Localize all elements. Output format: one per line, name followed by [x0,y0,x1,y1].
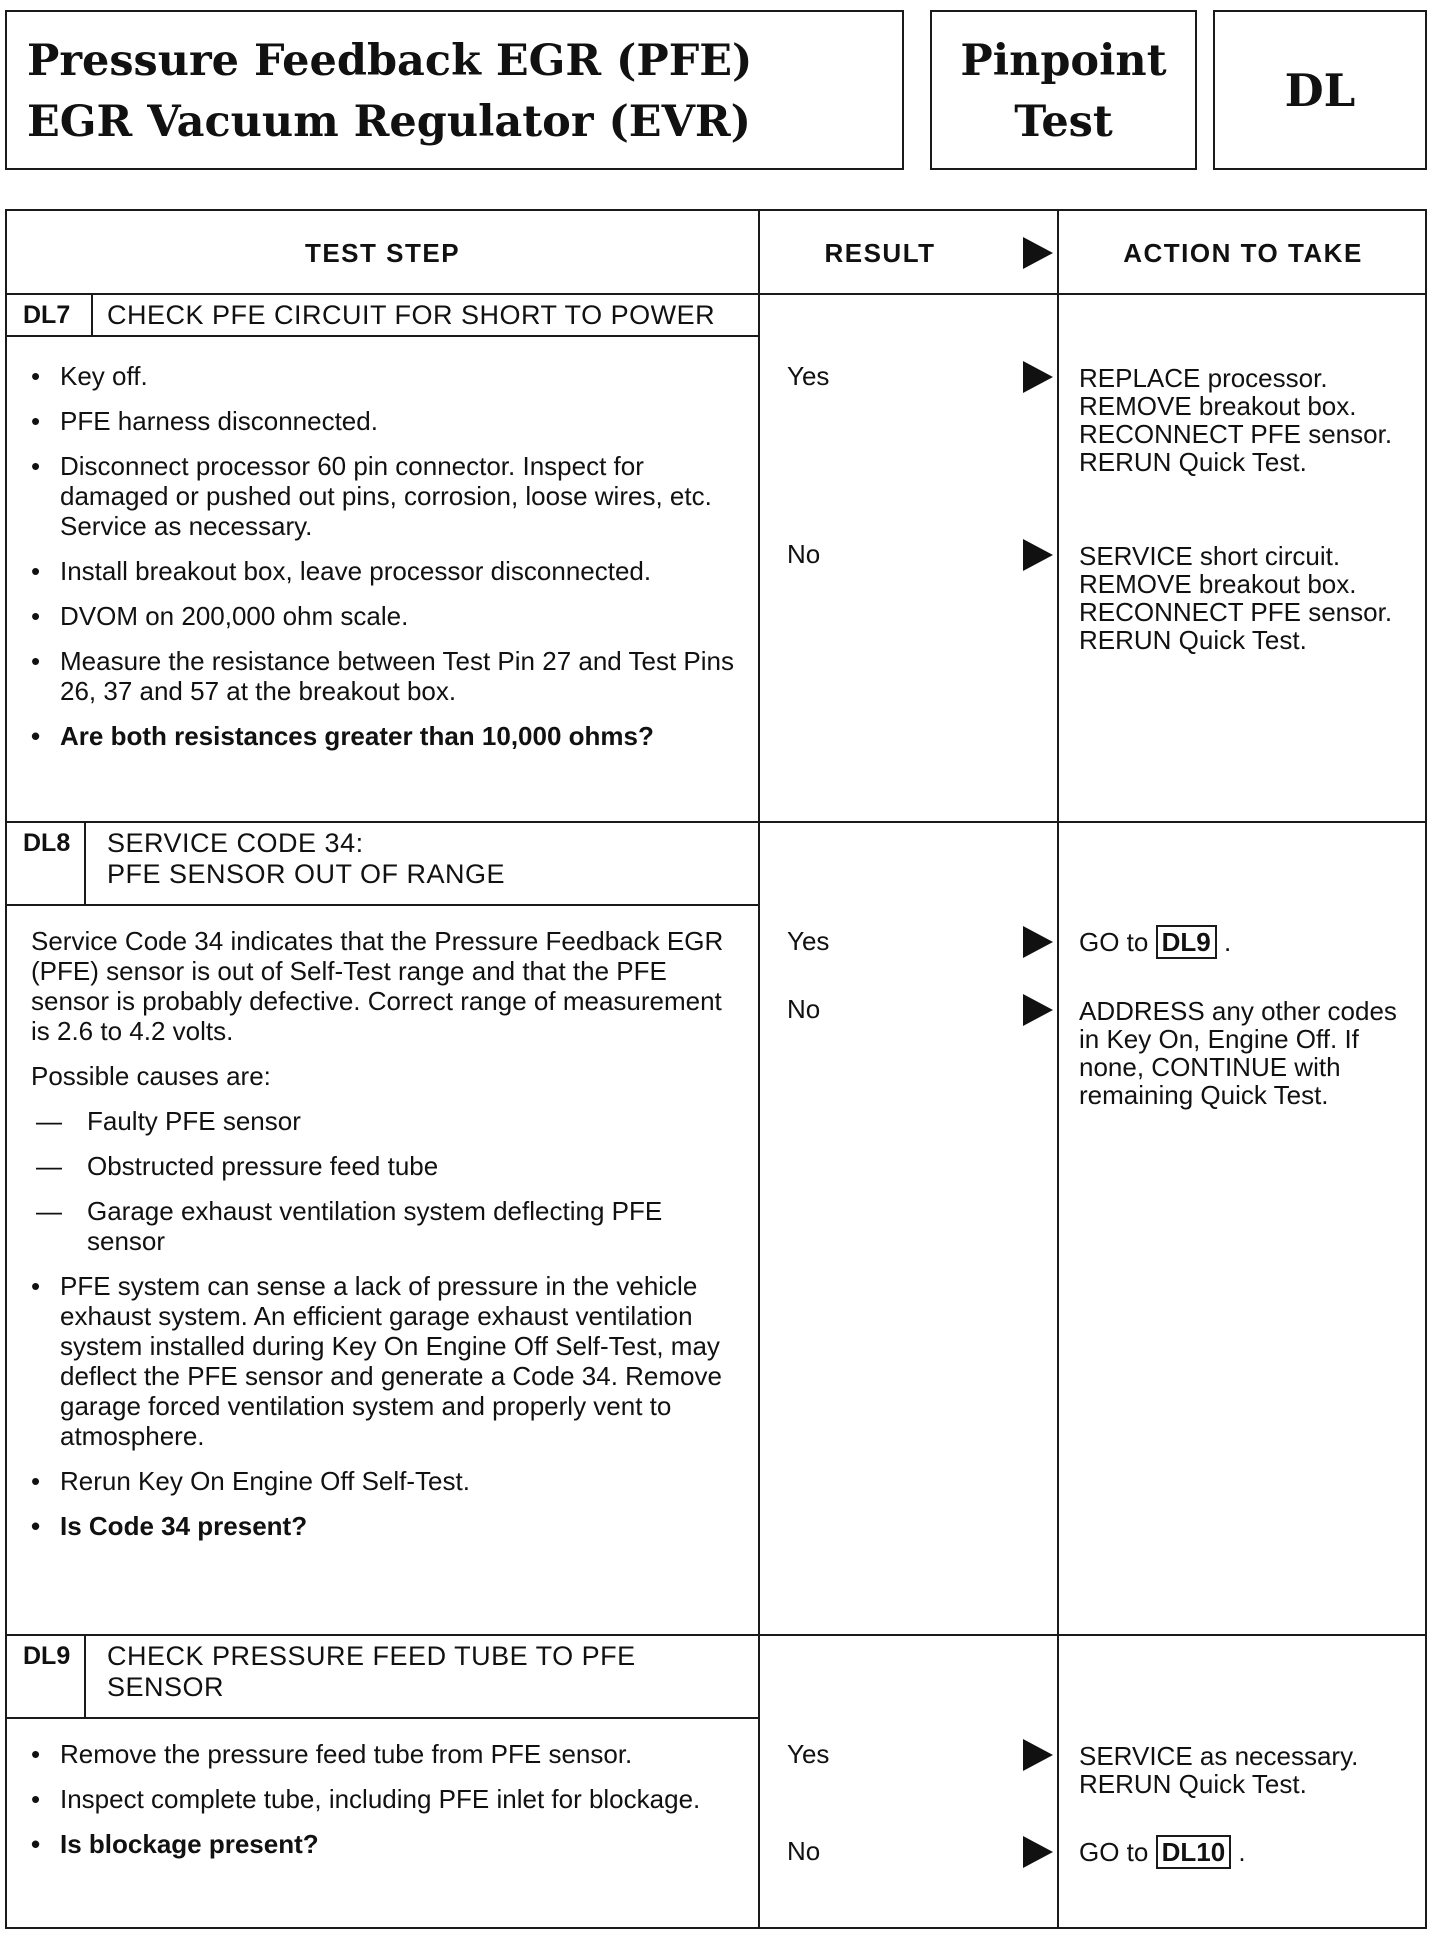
list-item: — Garage exhaust ventilation system deflecting PFE sensor [31,1196,736,1256]
action-yes: REPLACE processor. REMOVE breakout box. RECONNECT PFE sensor. RERUN Quick Test. [1079,363,1393,477]
step-description: Service Code 34 indicates that the Pressure Feedback EGR (PFE) sensor is out of Self-Test range and that the PFE sensor is probably defective. Correct range of measurement is 2.6 to 4.2 volts. [31,926,724,1046]
step-title [107,823,747,890]
step-question: • Are both resistances greater than 10,000 ohms? [31,721,736,751]
pinpoint-label: Pinpoint [960,36,1167,86]
column-header-result: RESULT [824,237,936,268]
pinpoint-table [5,209,1427,1929]
step-title: CHECK PRESSURE FEED TUBE TO PFE SENSOR [107,1641,636,1702]
column-header-test-step: TEST STEP [304,237,461,268]
step-question: • Is Code 34 present? [31,1511,736,1541]
action-text: . [1238,1837,1246,1867]
arrow-right-icon [1023,1836,1053,1868]
result-yes: Yes [787,1739,830,1769]
step-header-dl7 [7,295,760,337]
test-code: DL [1284,63,1356,117]
arrow-right-icon [1023,1739,1053,1771]
list-item: • Install breakout box, leave processor disconnected. [31,556,736,586]
step-title-line2: PFE SENSOR OUT OF RANGE [107,859,506,889]
page-title-line1: Pressure Feedback EGR (PFE) [27,36,753,86]
action-text: GO to [1079,1837,1149,1867]
step-body-dl9 [31,1739,736,1874]
step-reference-dl9[interactable]: DL9 [1156,925,1217,959]
column-header-action: ACTION TO TAKE [1123,237,1363,268]
action-no [1079,1838,1424,1866]
step-header-dl8 [7,823,760,906]
list-item: — Faulty PFE sensor [31,1106,736,1136]
list-item: • Key off. [31,361,736,391]
test-code-box [1213,10,1427,170]
list-item: • Measure the resistance between Test Pin 27 and Test Pins 26, 37 and 57 at the breakout box. [31,646,736,706]
action-text: GO to [1079,927,1149,957]
list-item: • Rerun Key On Engine Off Self-Test. [31,1466,736,1496]
result-no: No [787,1836,821,1866]
arrow-right-icon [1023,361,1053,393]
arrow-right-icon [1023,237,1053,269]
arrow-right-icon [1023,926,1053,958]
step-body-dl8 [31,926,736,1556]
list-item: • Remove the pressure feed tube from PFE sensor. [31,1739,736,1769]
list-item: • PFE system can sense a lack of pressure in the vehicle exhaust system. An efficient garage exhaust ventilation system installed during Key On Engine Off Self-Test, may deflect the PFE sensor and generate a Code 34. Remove garage forced ventilation system and properly vent to atmosphere. [31,1271,736,1451]
list-item: • Inspect complete tube, including PFE inlet for blockage. [31,1784,736,1814]
result-no: No [787,994,821,1024]
title-box [5,10,904,170]
page-title-line2: EGR Vacuum Regulator (EVR) [27,97,752,147]
action-text: . [1223,927,1232,957]
test-label: Test [1014,97,1113,147]
step-body-dl7 [31,361,736,766]
pinpoint-test-box [930,10,1197,170]
list-item: • Disconnect processor 60 pin connector. Inspect for damaged or pushed out pins, corrosion, loose wires, etc. Service as necessary. [31,451,736,541]
action-no: ADDRESS any other codes in Key On, Engine Off. If none, CONTINUE with remaining Quick Test. [1079,996,1397,1110]
step-header-dl9 [7,1636,760,1719]
result-no: No [787,539,821,569]
step-title: CHECK PFE CIRCUIT FOR SHORT TO POWER [107,300,716,330]
step-question: • Is blockage present? [31,1829,736,1859]
step-id: DL7 [7,295,93,335]
result-yes: Yes [787,926,830,956]
column-divider [1057,211,1059,1927]
action-yes [1079,928,1424,956]
step-reference-dl10[interactable]: DL10 [1156,1835,1232,1869]
action-no: SERVICE short circuit. REMOVE breakout box. RECONNECT PFE sensor. RERUN Quick Test. [1079,541,1393,655]
step-title-line1: SERVICE CODE 34: [107,828,364,858]
list-item: — Obstructed pressure feed tube [31,1151,736,1181]
causes-label: Possible causes are: [31,1061,271,1091]
arrow-right-icon [1023,539,1053,571]
arrow-right-icon [1023,994,1053,1026]
step-id: DL8 [7,823,86,904]
step-id: DL9 [7,1636,86,1717]
action-yes: SERVICE as necessary. RERUN Quick Test. [1079,1741,1359,1799]
list-item: • DVOM on 200,000 ohm scale. [31,601,736,631]
result-yes: Yes [787,361,830,391]
list-item: • PFE harness disconnected. [31,406,736,436]
